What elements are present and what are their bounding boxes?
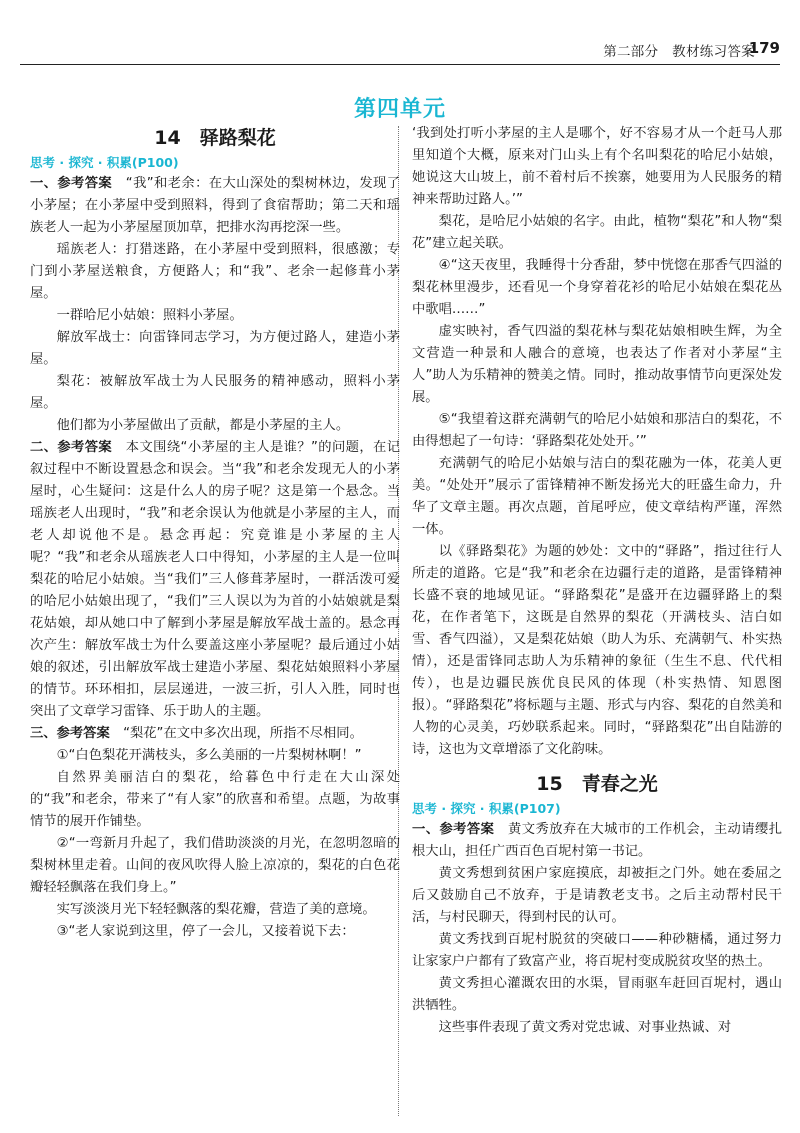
lesson-15-answer-1: [412, 819, 782, 863]
quote-3-continued: ‘我到处打听小茅屋的主人是哪个，好不容易才从一个赶马人那里知道个大概，原来对门山头上有个名叫梨花的哈尼小姑娘，她说这大山坡上，前不着村后不挨寨，她要用为人民服务的精神来帮助过路人。’”: [412, 126, 782, 207]
answer-3: [30, 723, 400, 745]
unit-title: 第四单元: [353, 97, 446, 122]
answer-1-head: 一、参考答案: [30, 176, 113, 191]
quote-4-analysis: 虚实映衬，香气四溢的梨花林与梨花姑娘相映生辉，为全文营造一种景和人融合的意境，也表达了作者对小茅屋“主人”助人为乐精神的赞美之情。同时，推动故事情节向更深处发展。: [412, 324, 782, 405]
answer-1: [30, 173, 400, 239]
answer-1-para-2: 瑶族老人：打猎迷路，在小茅屋中受到照料，很感激；专门到小茅屋送粮食，方便路人；和“我”、老余一起修葺小茅屋。: [30, 242, 400, 301]
answer-3-text: “梨花”在文中多次出现，所指不尽相同。: [109, 726, 363, 741]
quote-5: ⑤“我望着这群充满朝气的哈尼小姑娘和那洁白的梨花，不由得想起了一句诗：‘驿路梨花处处开。’”: [412, 412, 782, 449]
quote-2: ②“一弯新月升起了，我们借助淡淡的月光，在忽明忽暗的梨树林里走着。山间的夜风吹得人脸上凉凉的，梨花的白色花瓣轻轻飘落在我们身上。”: [30, 836, 400, 895]
answer-3-head: 三、参考答案: [30, 726, 110, 741]
lesson-15-answer-1-head: 一、参考答案: [412, 822, 495, 837]
answer-2-head: 二、参考答案: [30, 440, 113, 455]
section-tag-p100: 思考 · 探究 · 积累(P100): [30, 155, 179, 170]
quote-1: ①“白色梨花开满枝头，多么美丽的一片梨树林啊！”: [56, 748, 362, 763]
lesson-15-para-2: 黄文秀想到贫困户家庭摸底，却被拒之门外。她在委屈之后又鼓励自己不放弃，于是请教老支书。之后主动帮村民干活，与村民聊天，得到村民的认可。: [412, 866, 782, 925]
quote-3-start: ③“老人家说到这里，停了一会儿，又接着说下去：: [56, 924, 355, 939]
lesson-15-para-4: 黄文秀担心灌溉农田的水渠，冒雨驱车赶回百坭村，遇山洪牺牲。: [412, 976, 782, 1013]
quote-5-analysis: 充满朝气的哈尼小姑娘与洁白的梨花融为一体，花美人更美。“处处开”展示了雷锋精神不断发扬光大的旺盛生命力，升华了文章主题。再次点题，首尾呼应，使文章结构严谨，浑然一体。: [412, 456, 782, 537]
answer-2-text: 本文围绕“小茅屋的主人是谁？”的问题，在记叙过程中不断设置悬念和误会。当“我”和老余发现无人的小茅屋时，心生疑问：这是什么人的房子呢？这是第一个悬念。当瑶族老人出现时，“我”和老余误认为他就是小茅屋的主人，而老人却说他不是。悬念再起：究竟谁是小茅屋的主人呢？“我”和老余从瑶族老人口中得知，小茅屋的主人是一位叫梨花的哈尼小姑娘。当“我们”三人修葺茅屋时，一群活泼可爱的哈尼小姑娘出现了，“我们”三人误以为为首的小姑娘就是梨花姑娘，却从她口中了解到小茅屋是解放军战士盖的。悬念再次产生：解放军战士为什么要盖这座小茅屋呢？最后通过小姑娘的叙述，引出解放军战士建造小茅屋、梨花姑娘照料小茅屋的情节。环环相扣，层层递进，一波三折，引人入胜，同时也突出了文章学习雷锋、乐于助人的主题。: [30, 440, 401, 719]
lesson-14-title: 14 驿路梨花: [154, 127, 276, 149]
title-significance: 以《驿路梨花》为题的妙处：文中的“驿路”，指过往行人所走的道路。它是“我”和老余在边疆行走的道路，是雷锋精神长盛不衰的地域见证。“驿路梨花”是盛开在边疆驿路上的梨花，在作者笔下，这既是自然界的梨花（开满枝头、洁白如雪、香气四溢），又是梨花姑娘（助人为乐、充满朝气、朴实热情），还是雷锋同志助人为乐精神的象征（生生不息、代代相传），也是边疆民族优良民风的体现（朴实热情、知恩图报）。“驿路梨花”将标题与主题、形式与内容、梨花的自然美和人物的心灵美，巧妙联系起来。同时，“驿路梨花”出自陆游的诗，这也为文章增添了文化韵味。: [412, 544, 782, 757]
right-column: [412, 123, 782, 1039]
quote-4: ④“这天夜里，我睡得十分香甜，梦中恍惚在那香气四溢的梨花林里漫步，还看见一个身穿着花衫的哈尼小姑娘在梨花丛中歌唱……”: [412, 258, 782, 317]
answer-1-para-6: 他们都为小茅屋做出了贡献，都是小茅屋的主人。: [56, 418, 350, 433]
lesson-15-para-3: 黄文秀找到百坭村脱贫的突破口——种砂糖橘，通过努力让家家户户都有了致富产业，将百坭村变成脱贫攻坚的热土。: [412, 932, 782, 969]
lesson-15-para-5: 这些事件表现了黄文秀对党忠诚、对事业热诚、对: [438, 1020, 732, 1035]
quote-1-analysis: 自然界美丽洁白的梨花，给暮色中行走在大山深处的“我”和老余，带来了“有人家”的欣喜和希望。点题，为故事情节的展开作铺垫。: [30, 770, 400, 829]
page-number: 179: [748, 39, 780, 57]
header-rule: [20, 64, 780, 65]
lesson-15-answer-1-text: 黄文秀放弃在大城市的工作机会，主动请缨扎根大山，担任广西百色百坭村第一书记。: [412, 822, 783, 859]
quote-3-analysis: 梨花，是哈尼小姑娘的名字。由此，植物“梨花”和人物“梨花”建立起关联。: [412, 214, 782, 251]
answer-2: [30, 437, 400, 723]
running-header: 第二部分 教材练习答案: [603, 44, 755, 60]
answer-1-para-3: 一群哈尼小姑娘：照料小茅屋。: [56, 308, 243, 323]
lesson-15-title: 15 青春之光: [536, 773, 658, 795]
quote-2-analysis: 实写淡淡月光下轻轻飘落的梨花瓣，营造了美的意境。: [56, 902, 376, 917]
left-column: [30, 123, 400, 943]
answer-1-para-4: 解放军战士：向雷锋同志学习，为方便过路人，建造小茅屋。: [30, 330, 400, 367]
section-tag-p107: 思考 · 探究 · 积累(P107): [412, 801, 561, 816]
page-header: [0, 0, 800, 60]
answer-1-text: “我”和老余：在大山深处的梨树林边，发现了小茅屋；在小茅屋中受到照料，得到了食宿帮助；第二天和瑶族老人一起为小茅屋屋顶加草，把排水沟再挖深一些。: [30, 176, 401, 235]
answer-1-para-5: 梨花：被解放军战士为人民服务的精神感动，照料小茅屋。: [30, 374, 400, 411]
